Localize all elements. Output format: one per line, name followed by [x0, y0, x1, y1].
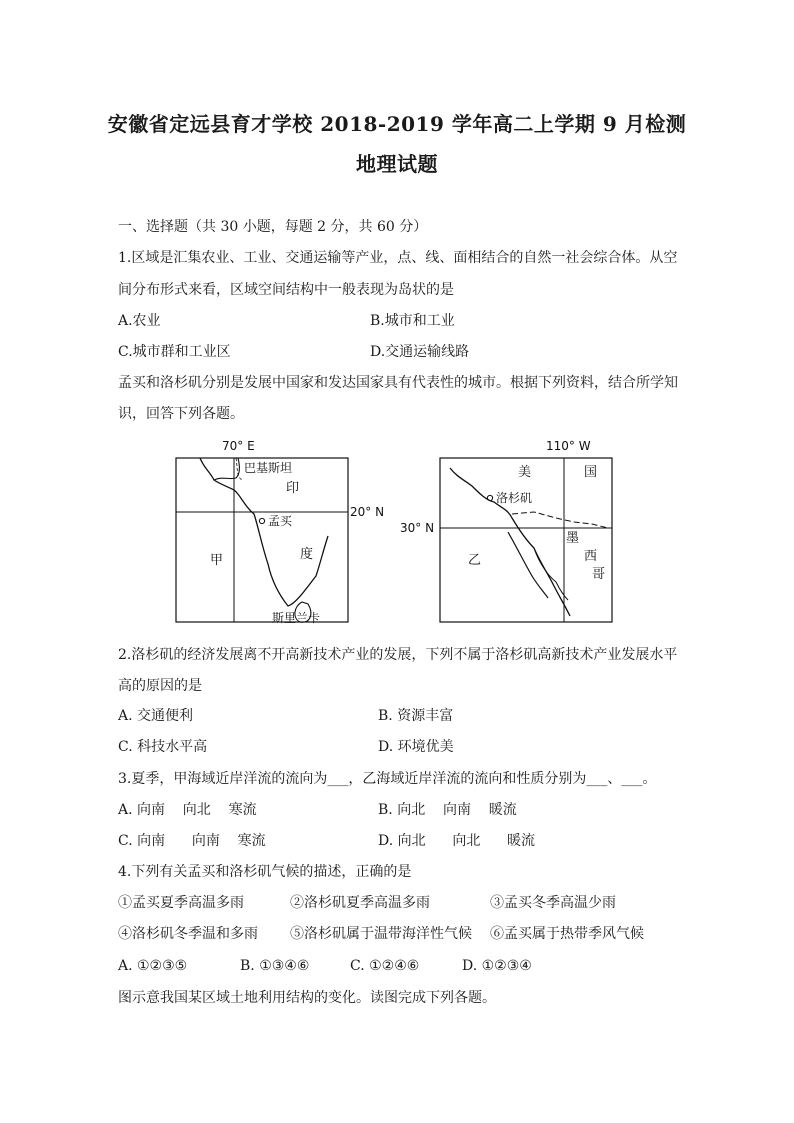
q1-option-d: D.交通运输线路 — [370, 344, 470, 360]
q2-option-d: D. 环境优美 — [378, 739, 454, 755]
q2-option-a: A. 交通便利 — [118, 708, 194, 724]
q1-option-b: B.城市和工业 — [370, 313, 455, 329]
map-india-label-yin: 印 — [286, 481, 300, 496]
intro-1-line2: 识，回答下列各题。 — [118, 406, 244, 422]
q2-option-c: C. 科技水平高 — [118, 739, 208, 755]
q4-item-2: ②洛杉矶夏季高温多雨 — [290, 895, 430, 911]
q4-item-4: ④洛杉矶冬季温和多雨 — [118, 926, 258, 942]
q2-stem-1: 2.洛杉矶的经济发展离不开高新技术产业的发展，下列不属于洛杉矶高新技术产业发展水平 — [118, 647, 678, 663]
map-los-angeles — [398, 436, 628, 628]
map-india-label-pakistan: 巴基斯坦 — [244, 461, 293, 475]
q3-stem: 3.夏季，甲海域近岸洋流的流向为___，乙海域近岸洋流的流向和性质分别为___、___。 — [118, 771, 657, 787]
q3-option-d: D. 向北 向北 暖流 — [378, 833, 536, 849]
mumbai-marker-icon — [259, 518, 264, 523]
map-india-label-jia: 甲 — [210, 553, 224, 568]
map-india-lon: 70° E — [222, 439, 255, 453]
title-line1: 安徽省定远县育才学校 2018-2019 学年高二上学期 9 月检测 — [107, 112, 687, 136]
map-la-lat: 30° N — [400, 521, 435, 535]
map-la-label-ge: 哥 — [592, 567, 606, 582]
map-la-label-xi: 西 — [584, 549, 598, 564]
map-la-label-yi: 乙 — [468, 553, 482, 568]
map-india — [160, 436, 385, 628]
map-la-label-losangeles: 洛杉矶 — [496, 491, 533, 505]
q4-option-c: C. ①②④⑥ — [350, 958, 420, 974]
section-heading: 一、选择题（共 30 小题，每题 2 分，共 60 分） — [118, 219, 428, 235]
map-india-label-du: 度 — [300, 547, 314, 562]
map-la-label-mei: 美 — [518, 465, 532, 480]
q4-item-6: ⑥孟买属于热带季风气候 — [490, 926, 644, 942]
q3-option-a: A. 向南 向北 寒流 — [118, 802, 257, 818]
title-line2: 地理试题 — [356, 152, 438, 176]
q4-option-b: B. ①③④⑥ — [240, 958, 310, 974]
los-angeles-marker-icon — [487, 495, 492, 500]
q4-item-1: ①孟买夏季高温多雨 — [118, 895, 244, 911]
map-la-label-mo: 墨 — [566, 531, 580, 546]
map-india-lat: 20° N — [350, 505, 385, 519]
q1-stem-1: 1.区域是汇集农业、工业、交通运输等产业，点、线、面相结合的自然一社会综合体。从空 — [118, 250, 678, 266]
q4-option-a: A. ①②③⑤ — [118, 958, 188, 974]
map-la-lon: 110° W — [546, 439, 591, 453]
map-la-label-guo: 国 — [584, 465, 598, 480]
q4-item-3: ③孟买冬季高温少雨 — [490, 895, 616, 911]
q2-option-b: B. 资源丰富 — [378, 708, 454, 724]
q4-option-d: D. ①②③④ — [462, 958, 532, 974]
map-india-label-mumbai: 孟买 — [268, 514, 293, 528]
q1-option-a: A.农业 — [118, 313, 161, 329]
intro-2: 图示意我国某区域土地利用结构的变化。读图完成下列各题。 — [118, 990, 496, 1006]
q3-option-b: B. 向北 向南 暖流 — [378, 802, 517, 818]
q1-stem-2: 间分布形式来看，区域空间结构中一般表现为岛状的是 — [118, 282, 454, 298]
q4-stem: 4.下列有关孟买和洛杉矶气候的描述，正确的是 — [118, 864, 412, 880]
q4-item-5: ⑤洛杉矶属于温带海洋性气候 — [290, 926, 472, 942]
map-india-label-srilanka: 斯里兰卡 — [272, 611, 321, 625]
q3-option-c: C. 向南 向南 寒流 — [118, 833, 266, 849]
intro-1-line1: 孟买和洛杉矶分别是发展中国家和发达国家具有代表性的城市。根据下列资料，结合所学知 — [118, 375, 678, 391]
q1-option-c: C.城市群和工业区 — [118, 344, 231, 360]
q2-stem-2: 高的原因的是 — [118, 678, 202, 694]
